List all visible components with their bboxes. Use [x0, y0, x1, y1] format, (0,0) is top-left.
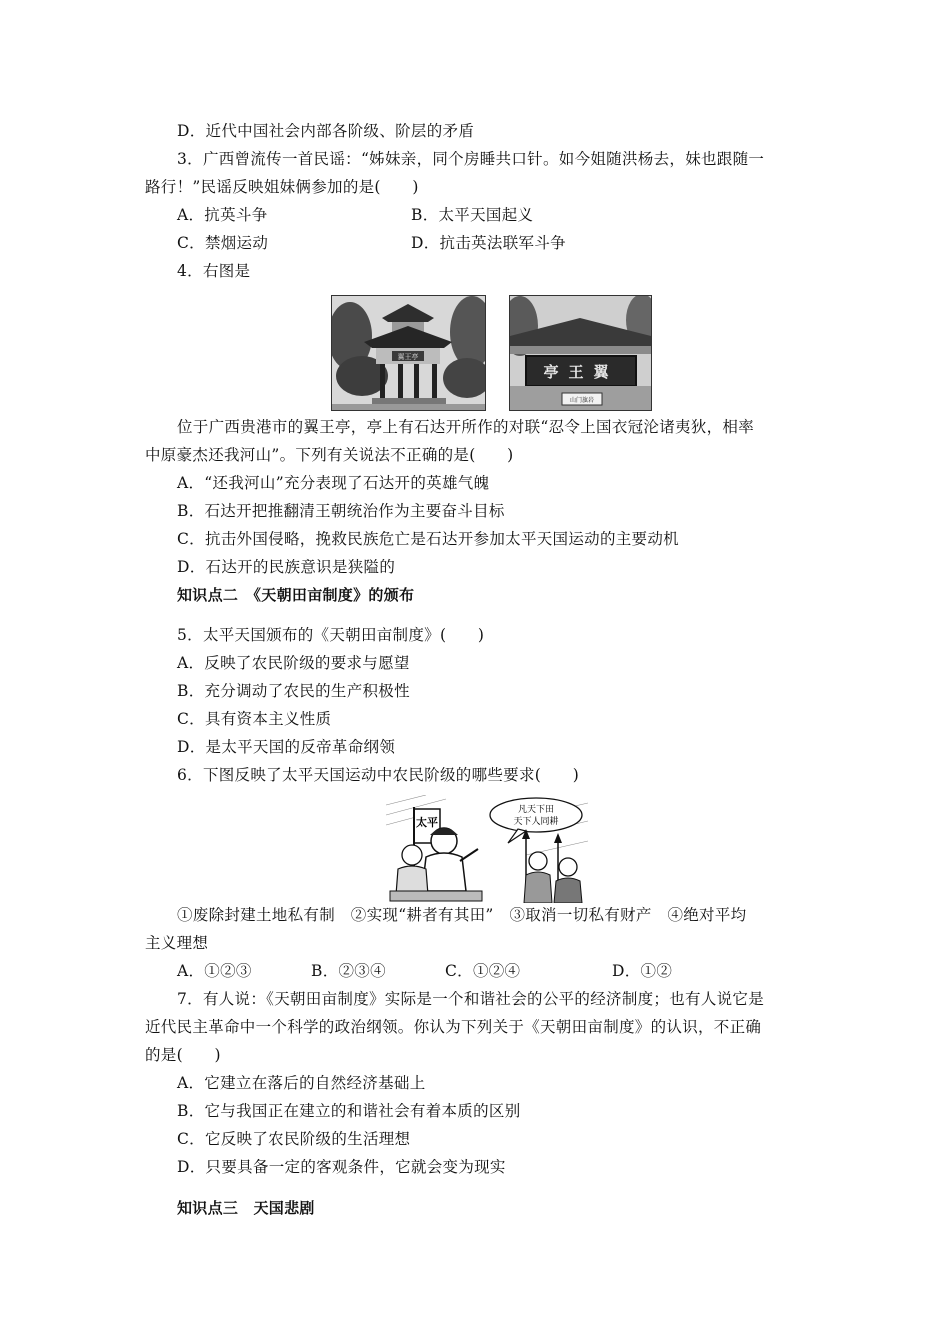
- q4-option-d: D．石达开的民族意识是狭隘的: [177, 558, 396, 576]
- plaque-sign-text: 山门旗岩: [569, 397, 595, 404]
- q6-option-a: A．①②③: [177, 962, 252, 980]
- q4-option-b: B．石达开把推翻清王朝统治作为主要奋斗目标: [177, 502, 505, 520]
- q4-stem-line1: 位于广西贵港市的翼王亭，亭上有石达开所作的对联“忍令上国衣冠沦诸夷狄，相率: [177, 418, 755, 436]
- q7-stem-line3: 的是( ): [145, 1046, 221, 1064]
- q6-items-line2: 主义理想: [145, 934, 209, 952]
- q5-option-b: B．充分调动了农民的生产积极性: [177, 682, 410, 700]
- q3-stem-line2: 路行！”民谣反映姐妹俩参加的是( ): [145, 178, 419, 196]
- plaque-photo-image: [510, 296, 651, 410]
- cartoon-bubble-line2: 天下人同耕: [513, 817, 559, 827]
- q4-stem-line2: 中原豪杰还我河山”。下列有关说法不正确的是( ): [145, 446, 514, 464]
- plaque-photo: [509, 295, 652, 411]
- q2-option-d: D．近代中国社会内部各阶级、阶层的矛盾: [177, 122, 475, 140]
- q6-option-c: C．①②④: [445, 962, 521, 980]
- q7-option-d: D．只要具备一定的客观条件，它就会变为现实: [177, 1158, 506, 1176]
- pavilion-photo: [331, 295, 486, 411]
- q3-option-c: C．禁烟运动: [177, 234, 269, 252]
- q7-stem-line2: 近代民主革命中一个科学的政治纲领。你认为下列关于《天朝田亩制度》的认识，不正确: [145, 1018, 762, 1036]
- q7-option-a: A．它建立在落后的自然经济基础上: [177, 1074, 426, 1092]
- q3-stem-line1: 3．广西曾流传一首民谣：“姊妹亲，同个房睡共口针。如今姐随洪杨去，妹也跟随一: [177, 150, 765, 168]
- q5-option-a: A．反映了农民阶级的要求与愿望: [177, 654, 410, 672]
- section-heading-3: 知识点三 天国悲剧: [177, 1199, 315, 1217]
- pavilion-photo-image: [332, 296, 485, 410]
- q7-option-c: C．它反映了农民阶级的生活理想: [177, 1130, 411, 1148]
- q4-option-c: C．抗击外国侵略，挽救民族危亡是石达开参加太平天国运动的主要动机: [177, 530, 679, 548]
- q4-option-a: A．“还我河山”充分表现了石达开的英雄气魄: [177, 474, 490, 492]
- section-heading-2: 知识点二 《天朝田亩制度》的颁布: [177, 586, 415, 604]
- cartoon-flag-text: 太平: [416, 816, 438, 829]
- q4-stem-intro: 4．右图是: [177, 262, 251, 280]
- q6-stem: 6．下图反映了太平天国运动中农民阶级的哪些要求( ): [177, 766, 580, 784]
- cartoon-image: [386, 795, 588, 903]
- q6-option-b: B．②③④: [311, 962, 386, 980]
- pavilion-plaque-text: 翼王亭: [397, 353, 419, 361]
- q3-option-a: A．抗英斗争: [177, 206, 268, 224]
- q3-option-d: D．抗击英法联军斗争: [411, 234, 566, 252]
- q3-option-b: B．太平天国起义: [411, 206, 534, 224]
- cartoon-bubble-line1: 凡天下田: [517, 805, 555, 815]
- q5-stem: 5．太平天国颁布的《天朝田亩制度》( ): [177, 626, 485, 644]
- q5-option-c: C．具有资本主义性质: [177, 710, 332, 728]
- q7-stem-line1: 7．有人说：《天朝田亩制度》实际是一个和谐社会的公平的经济制度；也有人说它是: [177, 990, 765, 1008]
- q5-option-d: D．是太平天国的反帝革命纲领: [177, 738, 396, 756]
- cartoon-figure: [386, 795, 588, 903]
- plaque-text: 亭王翼: [543, 363, 619, 381]
- q6-items-line1: ①废除封建土地私有制 ②实现“耕者有其田” ③取消一切私有财产 ④绝对平均: [177, 906, 747, 924]
- q7-option-b: B．它与我国正在建立的和谐社会有着本质的区别: [177, 1102, 521, 1120]
- q6-option-d: D．①②: [612, 962, 673, 980]
